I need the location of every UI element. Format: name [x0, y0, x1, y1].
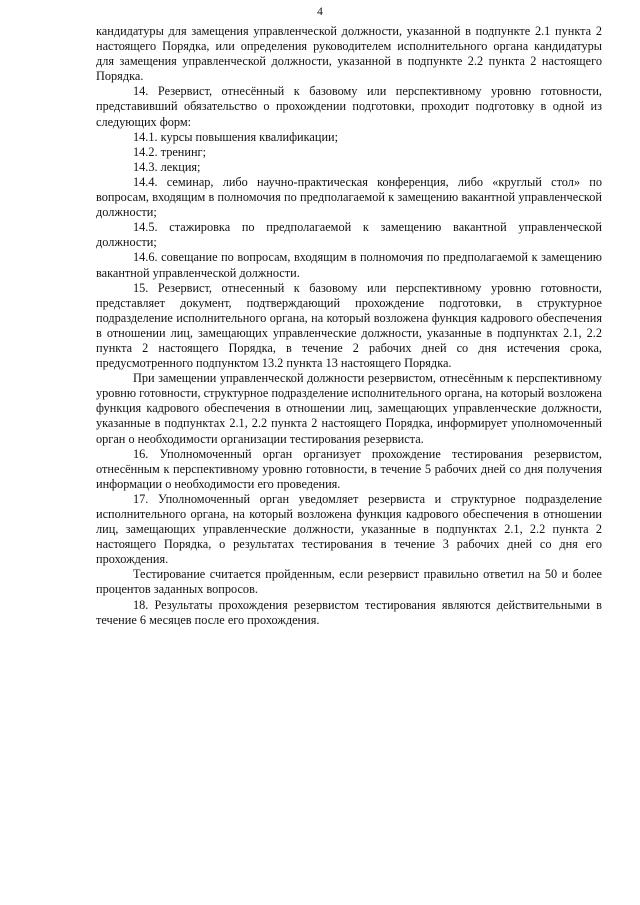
- page-number: 4: [317, 6, 323, 18]
- paragraph-item-14-2: 14.2. тренинг;: [133, 144, 207, 159]
- paragraph-item-14-5: 14.5. стажировка по предполагаемой к замещению вакантной управленческой должности;: [96, 220, 602, 250]
- paragraph-item-14-4: 14.4. семинар, либо научно-практическая конференция, либо «круглый стол» по вопросам, входящим в полномочия по предполагаемой к замещению вакантной управленческой должности;: [96, 174, 602, 220]
- paragraph-item-14-6: 14.6. совещание по вопросам, входящим в полномочия по предполагаемой к замещению вакантной управленческой должности.: [96, 250, 602, 280]
- paragraph-item-14: 14. Резервист, отнесённый к базовому или перспективному уровню готовности, представивший обязательство о прохождении подготовки, проходит подготовку в одной из следующих форм:: [96, 84, 602, 129]
- paragraph-item-17: 17. Уполномоченный орган уведомляет резервиста и структурное подразделение исполнительного органа, на который возложена функция кадрового обеспечения в отношении лиц, замещающих управленческие должности, указанные в подпунктах 2.1, 2.2 пункта 2 настоящего Порядка, о результатах тестирования в течение 3 рабочих дней со дня его прохождения.: [96, 491, 602, 567]
- paragraph-item-17-note: Тестирование считается пройденным, если резервист правильно ответил на 50 и более процентов заданных вопросов.: [96, 567, 602, 597]
- document-body: [96, 24, 602, 628]
- paragraph-item-15-note: При замещении управленческой должности резервистом, отнесённым к перспективному уровню готовности, структурное подразделение исполнительного органа, на который возложена функция кадрового обеспечения в отношении лиц, замещающих управленческие должности, указанные в подпунктах 2.1, 2.2 пункта 2 настоящего Порядка, информирует уполномоченный орган о необходимости организации тестирования резервиста.: [96, 371, 602, 446]
- paragraph-item-18: 18. Результаты прохождения резервистом тестирования являются действительными в течение 6 месяцев после его прохождения.: [96, 597, 602, 627]
- paragraph-item-15: 15. Резервист, отнесенный к базовому или перспективному уровню готовности, представляет документ, подтверждающий прохождение подготовки, в структурное подразделение исполнительного органа, на который возложена функция кадрового обеспечения в отношении лиц, замещающих управленческие должности, указанные в подпунктах 2.1, 2.2 пункта 2 настоящего Порядка, в течение 2 рабочих дней со дня истечения срока, предусмотренного подпунктом 13.2 пункта 13 настоящего Порядка.: [96, 280, 602, 371]
- paragraph-item-14-3: 14.3. лекция;: [133, 159, 201, 174]
- paragraph-item-14-1: 14.1. курсы повышения квалификации;: [133, 129, 339, 144]
- paragraph-continuation: кандидатуры для замещения управленческой должности, указанной в подпункте 2.1 пункта 2 настоящего Порядка, или определения руководителем исполнительного органа кандидатуры для замещения управленческой должности, указанной в подпункте 2.2 пункта 2 настоящего Порядка.: [96, 24, 602, 84]
- paragraph-item-16: 16. Уполномоченный орган организует прохождение тестирования резервистом, отнесённым к перспективному уровню готовности, в течение 5 рабочих дней со дня получения информации о необходимости его проведения.: [96, 446, 602, 491]
